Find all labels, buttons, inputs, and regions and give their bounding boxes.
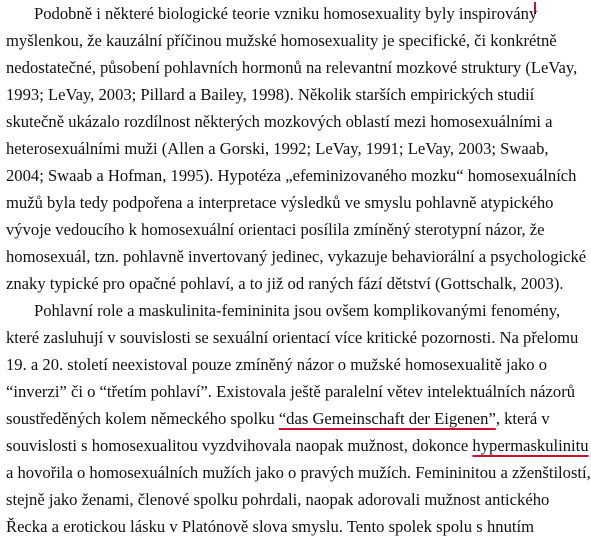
text-line: znaky typické pro opačné pohlaví, a to již od raných fází dětství (Gottschalk, 2003). [6, 274, 564, 293]
text-line: myšlenkou, že kauzální příčinou mužské homosexuality je specifické, či konkrétně [6, 31, 557, 50]
text-line: mužů byla tedy podpořena a interpretace výsledků ve smyslu pohlavně atypického [6, 193, 554, 212]
text-line: homosexuál, tzn. pohlavně invertovaný jedinec, vykazuje behaviorální a psychologické [6, 247, 587, 266]
text-line: Pohlavní role a maskulinita-femininita jsou ovšem komplikovanými fenomény, [34, 301, 561, 320]
text-segment: souvislosti s homosexualitou vyzdvihovala naopak mužnost, dokonce [6, 436, 473, 455]
text-line: 2004; Swaab a Hofman, 1995). Hypotéza „efeminizovaného mozku“ homosexuálních [6, 166, 577, 185]
text-line: 1993; LeVay, 2003; Pillard a Bailey, 1998). Několik starších empirických studií [6, 85, 535, 104]
text-line: 19. a 20. století neexistoval pouze zmíněný názor o mužské homosexualitě jako o [6, 355, 547, 374]
underlined-society-name: “das Gemeinschaft der Eigenen” [278, 409, 496, 428]
text-line: stejně jako ženami, členové spolku pohrdali, naopak adorovali mužnost antického [6, 490, 550, 509]
text-line: skutečně ukázalo rozdílnost některých mozkových oblastí mezi homosexuálními a [6, 112, 553, 131]
text-line: Řecka a erotickou lásku v Platónově slova smyslu. Tento spolek spolu s hnutím [6, 517, 534, 536]
text-line: a hovořila o homosexuálních mužích jako o pravých mužích. Femininitou a zženštilostí, [6, 463, 591, 482]
text-line: “inverzi” či o “třetím pohlaví”. Existovala ještě paralelní větev intelektuálních názorů [6, 382, 576, 401]
text-segment: soustředěných kolem německého spolku [6, 409, 279, 428]
text-line: vývoje vedoucího k homosexuální orientaci posílila zmíněný sterotypní názor, že [6, 220, 545, 239]
text-segment: , která v [495, 409, 550, 428]
text-line: Podobně i některé biologické teorie vzniku homosexuality byly inspirovány [34, 4, 538, 23]
underlined-term: hypermaskulinitu [472, 436, 589, 455]
text-line: nedostatečné, působení pohlavních hormonů na relevantní mozkové struktury (LeVay, [6, 58, 578, 77]
text-line [6, 432, 589, 459]
text-line [6, 405, 550, 432]
text-line: heterosexuálními muži (Allen a Gorski, 1992; LeVay, 1991; LeVay, 2003; Swaab, [6, 139, 549, 158]
text-line: které zasluhují v souvislosti se sexuální orientací více kritické pozornosti. Na přelomu [6, 328, 579, 347]
